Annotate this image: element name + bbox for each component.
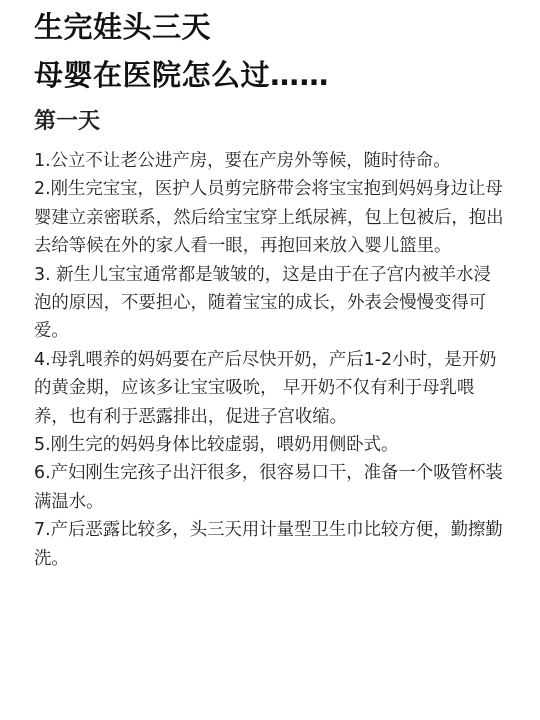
list-item: 5.刚生完的妈妈身体比较虚弱，喂奶用侧卧式。 (34, 435, 399, 456)
list-item: 3. 新生儿宝宝通常都是皱皱的，这是由于在子宫内被羊水浸泡的原因，不要担心，随着宝宝的成长，外表会慢慢变得可爱。 (34, 264, 491, 342)
list-item: 7.产后恶露比较多，头三天用计量型卫生巾比较方便，勤擦勤洗。 (34, 520, 503, 569)
list-item: 6.产妇刚生完孩子出汗很多，很容易口干，准备一个吸管杯装满温水。 (34, 463, 503, 512)
list-item: 4.母乳喂养的妈妈要在产后尽快开奶，产后1-2小时，是开奶的黄金期，应该多让宝宝吸吮， 早开奶不仅有利于母乳喂养，也有利于恶露排出，促进子宫收缩。 (34, 349, 497, 427)
page-title-line-2: 母婴在医院怎么过…… (34, 58, 330, 92)
list-item: 1.公立不让老公进产房，要在产房外等候，随时待命。 (34, 151, 451, 171)
page-title-line-1: 生完娃头三天 (34, 10, 212, 44)
section-heading-day-one: 第一天 (34, 109, 101, 134)
list-item: 2.刚生完宝宝，医护人员剪完脐带会将宝宝抱到妈妈身边让母婴建立亲密联系，然后给宝宝穿上纸尿裤，包上包被后，抱出去给等候在外的家人看一眼，再抱回来放入婴儿篮里。 (34, 179, 504, 257)
tips-list (34, 147, 506, 573)
